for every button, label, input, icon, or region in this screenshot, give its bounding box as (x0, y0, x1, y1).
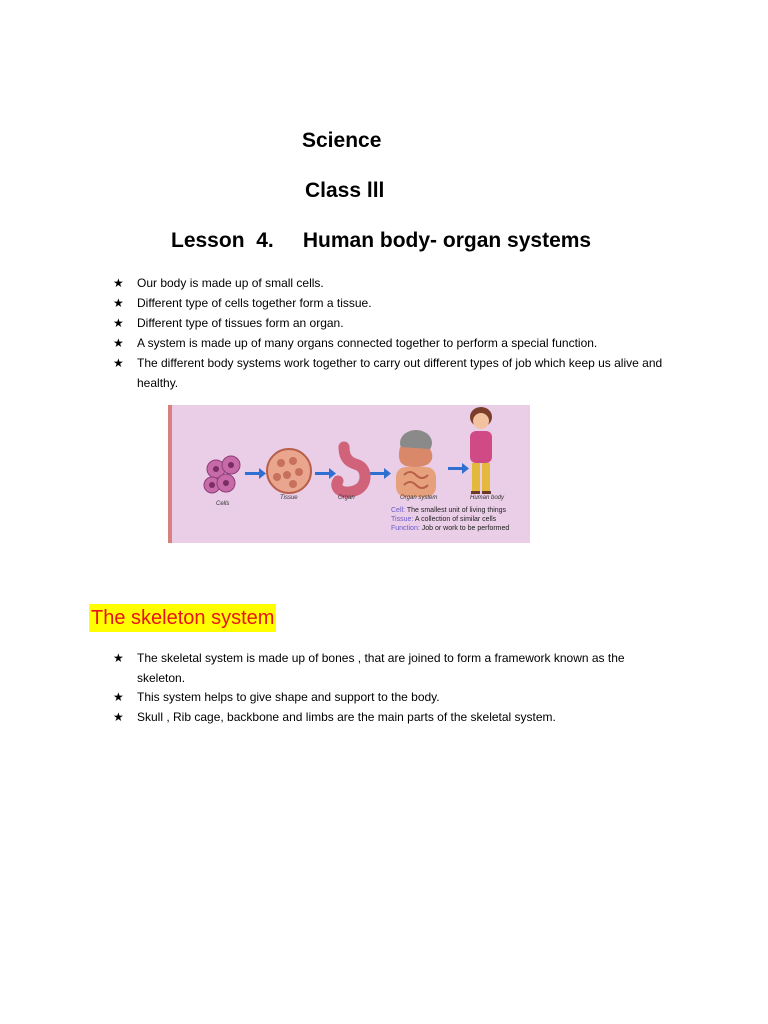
star-icon: ★ (113, 709, 124, 724)
subject-title: Science (302, 129, 382, 152)
section-heading: The skeleton system (89, 604, 276, 632)
lesson-title: Lesson 4. Human body- organ systems (171, 229, 592, 252)
star-icon: ★ (113, 276, 124, 290)
list-item (113, 708, 673, 728)
class-title: Class lll (305, 179, 385, 202)
list-item-text: Skull , Rib cage, backbone and limbs are the main parts of the skeletal system. (137, 709, 556, 724)
figure-label-tissue: Tissue (280, 495, 298, 501)
star-icon: ★ (113, 651, 124, 665)
star-icon: ★ (113, 356, 124, 370)
figure-label-human-body: Human body (470, 495, 505, 501)
star-icon: ★ (113, 336, 124, 350)
figure-label-cells: Cells (216, 501, 230, 507)
list-item-text: A system is made up of many organs connected together to perform a special function. (137, 336, 598, 350)
list-item (113, 333, 673, 353)
list-item (113, 649, 673, 688)
list-item-text: This system helps to give shape and support to the body. (137, 690, 440, 704)
list-item-text: The different body systems work together to carry out different types of job which keep us alive and healthy. (137, 356, 663, 390)
star-icon: ★ (113, 316, 124, 330)
tissue-icon (267, 449, 311, 493)
list-item (113, 353, 673, 393)
figure-notes (391, 506, 509, 533)
figure-label-organ: Organ (338, 495, 355, 501)
figure-note: Cell: The smallest unit of living things (391, 507, 507, 514)
intro-list (113, 273, 673, 393)
digestive-system-icon (396, 430, 436, 497)
list-item-text: Different type of cells together form a tissue. (137, 296, 372, 310)
list-item-text: Our body is made up of small cells. (137, 276, 324, 290)
list-item-text: The skeletal system is made up of bones , that are joined to form a framework known as the skeleton. (137, 651, 625, 685)
star-icon: ★ (113, 690, 124, 704)
human-figure-icon (470, 407, 492, 494)
cells-icon (204, 456, 240, 493)
list-item (113, 313, 673, 333)
skeleton-list (113, 649, 673, 727)
organ-system-figure (168, 405, 530, 543)
figure-label-organ-system: Organ system (400, 495, 438, 501)
stomach-icon (337, 447, 365, 492)
list-item (113, 688, 673, 708)
figure-note: Function: Job or work to be performed (391, 525, 510, 532)
list-item-text: Different type of tissues form an organ. (137, 316, 344, 330)
figure-note: Tissue: A collection of similar cells (391, 516, 497, 523)
list-item (113, 273, 673, 293)
list-item (113, 293, 673, 313)
star-icon: ★ (113, 296, 124, 310)
